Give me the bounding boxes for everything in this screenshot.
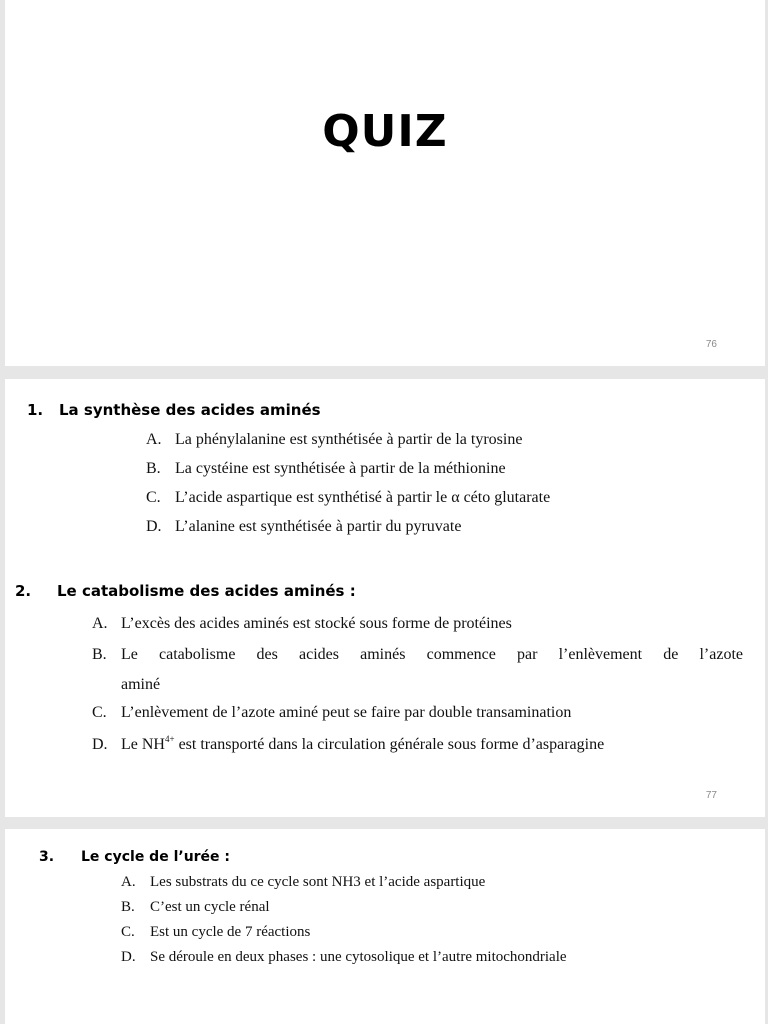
option-text: C’est un cycle rénal: [150, 899, 270, 915]
option-letter: C.: [146, 489, 161, 506]
option-text: Les substrats du ce cycle sont NH3 et l’acide aspartique: [150, 874, 486, 890]
superscript-charge: 4+: [164, 734, 175, 744]
option-text-pre: Le NH: [121, 736, 165, 753]
option-text-post: est transporté dans la circulation générale sous forme d’asparagine: [174, 736, 605, 753]
option-text-line1: Le catabolisme des acides aminés commence par l’enlèvement de l’azote: [121, 646, 743, 663]
page-number: 77: [705, 790, 717, 801]
option-1c: [146, 489, 550, 507]
option-3c: [121, 924, 310, 941]
option-3a: [121, 874, 485, 891]
option-2a: [92, 615, 512, 633]
option-letter: B.: [92, 646, 107, 663]
option-letter: B.: [121, 899, 135, 915]
page-number: 76: [705, 339, 717, 350]
question-1-heading: [27, 401, 321, 419]
option-text-line2: aminé: [121, 676, 161, 693]
option-letter: D.: [121, 949, 136, 965]
option-letter: D.: [92, 736, 108, 753]
option-letter: D.: [146, 518, 162, 535]
option-text: La cystéine est synthétisée à partir de la méthionine: [175, 460, 506, 477]
question-3-heading: [39, 849, 230, 865]
question-title: Le catabolisme des acides aminés :: [57, 582, 356, 600]
option-2d: [92, 734, 604, 754]
option-2c: [92, 704, 571, 722]
question-number: 2.: [15, 582, 32, 600]
option-letter: A.: [146, 431, 162, 448]
option-1a: [146, 431, 522, 449]
option-letter: B.: [146, 460, 161, 477]
option-letter: A.: [121, 874, 136, 890]
option-text: L’acide aspartique est synthétisé à partir le α céto glutarate: [175, 489, 551, 506]
option-letter: C.: [92, 704, 107, 721]
question-title: La synthèse des acides aminés: [59, 401, 321, 419]
option-text: L’enlèvement de l’azote aminé peut se faire par double transamination: [121, 704, 572, 721]
question-number: 3.: [39, 849, 55, 865]
slide-questions-1-2: [5, 379, 765, 817]
option-text: L’alanine est synthétisée à partir du pyruvate: [175, 518, 462, 535]
option-1b: [146, 460, 506, 478]
option-text: L’excès des acides aminés est stocké sous forme de protéines: [121, 615, 512, 632]
slide-question-3: [5, 829, 765, 1024]
option-letter: C.: [121, 924, 135, 940]
option-letter: A.: [92, 615, 108, 632]
option-text: La phénylalanine est synthétisée à partir de la tyrosine: [175, 431, 523, 448]
option-1d: [146, 518, 461, 536]
option-text: Est un cycle de 7 réactions: [150, 924, 311, 940]
question-number: 1.: [27, 401, 44, 419]
slide-quiz-title: [5, 0, 765, 366]
option-3b: [121, 899, 270, 916]
question-2-heading: [15, 582, 356, 600]
option-2b: [92, 640, 743, 700]
quiz-title: QUIZ: [322, 106, 448, 157]
question-title: Le cycle de l’urée :: [81, 849, 231, 865]
option-3d: [121, 949, 567, 966]
option-text: Se déroule en deux phases : une cytosolique et l’autre mitochondriale: [150, 949, 567, 965]
